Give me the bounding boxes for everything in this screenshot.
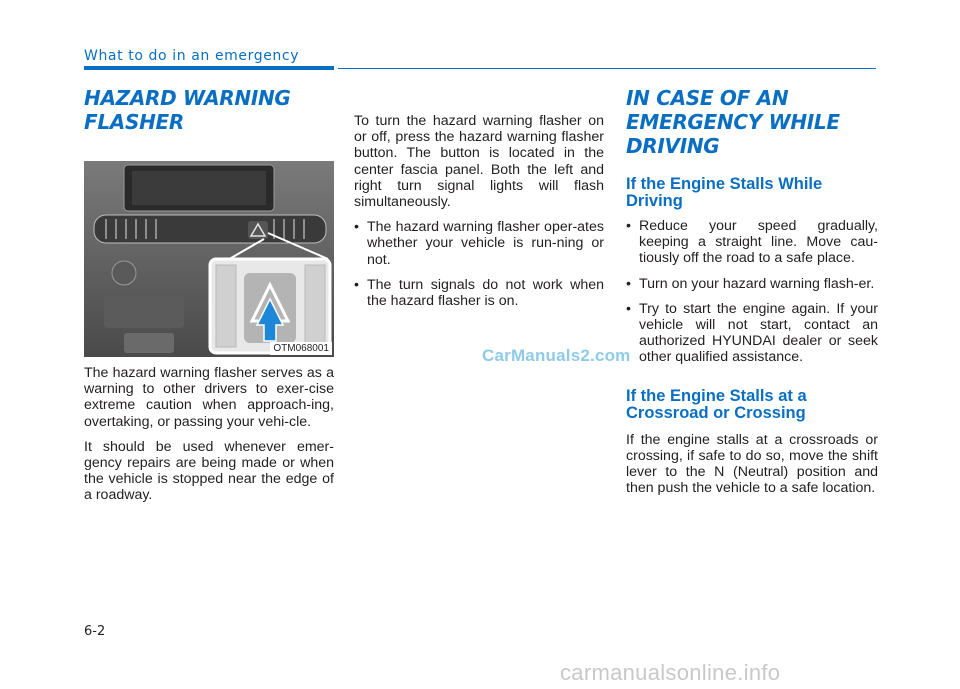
list-item: • Reduce your speed gradually, keeping a straight line. Move cau-tiously off the road to a safe place. [626,218,878,267]
watermark-text: CarManuals2.com [482,346,631,365]
list-item: • The turn signals do not work when the hazard flasher is on. [354,277,604,309]
middle-paragraph: To turn the hazard warning flasher on or off, press the hazard warning flasher button. The button is located in the center fascia panel. Both the left and right turn signal lights will flash simultaneously. [354,113,604,211]
list-item: • The hazard warning flasher oper-ates whether your vehicle is run-ning or not. [354,219,604,268]
engine-stalls-driving-subheading: If the Engine Stalls While Driving [626,175,823,210]
dashboard-illustration [84,161,334,357]
page-number: 6-2 [84,624,106,639]
section-header-title: What to do in an emergency [84,48,300,64]
hazard-warning-heading: HAZARD WARNING FLASHER [84,86,291,134]
hazard-button-photo [84,161,334,357]
header-rule-thin [338,68,876,69]
emergency-driving-heading: IN CASE OF AN EMERGENCY WHILE DRIVING [626,86,840,158]
right-bullet-list [626,218,878,366]
list-item: • Try to start the engine again. If your vehicle will not start, contact an authorized HYUNDAI dealer or seek other qualified assistance. [626,301,878,366]
engine-stalls-crossroad-subheading: If the Engine Stalls at a Crossroad or Crossing [626,386,807,422]
image-code-label: OTM068001 [270,342,332,355]
left-paragraph-1: The hazard warning flasher serves as a warning to other drivers to exer-cise extreme caution when approach-ing, overtaking, or passing your vehi-cle. [84,365,334,430]
right-column [626,86,878,505]
list-item: • Turn on your hazard warning flash-er. [626,276,878,292]
footer-watermark: carmanualsonline.info [560,660,781,685]
header-rule-thick [84,66,334,70]
middle-bullet-list [354,219,604,309]
right-paragraph: If the engine stalls at a crossroads or crossing, if safe to do so, move the shift lever to the N (Neutral) position and then push the vehicle to a safe location. [626,431,878,497]
middle-column [354,86,604,318]
left-column [84,86,334,513]
left-paragraph-2: It should be used whenever emer-gency repairs are being made or when the vehicle is stopped near the edge of a roadway. [84,438,334,504]
